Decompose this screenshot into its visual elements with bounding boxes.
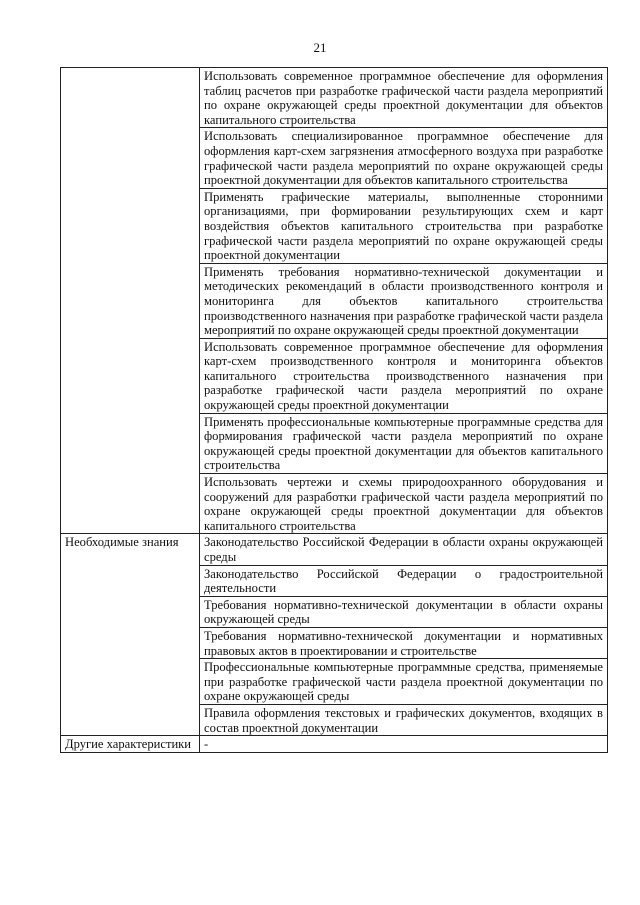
list-item: Требования нормативно-технической документации и нормативных правовых актов в проектировании и строительстве <box>204 628 603 658</box>
list-item: Законодательство Российской Федерации в области охраны окружающей среды <box>204 535 603 564</box>
table-cell <box>200 128 608 188</box>
table-cell <box>200 534 608 565</box>
list-item: Применять профессиональные компьютерные программные средства для формирования графической части раздела мероприятий по охране окружающей среды проектной документации для объектов капитального строительства <box>204 414 603 473</box>
table-cell <box>200 659 608 705</box>
table-cell <box>200 474 608 534</box>
list-item: Применять графические материалы, выполненные сторонними организациями, при формировании результирующих схем и карт воздействия объектов капитального строительства при разработке графической части раздела мероприятий по охране окружающей среды проектной документации <box>204 189 603 263</box>
section-label-cell <box>61 68 200 534</box>
list-item: Использовать современное программное обеспечение для оформления карт-схем производственного контроля и мониторинга объектов капитального строительства производственного назначения при разработке графической части раздела мероприятий по охране окружающей среды проектной документации <box>204 339 603 413</box>
list-item: Использовать чертежи и схемы природоохранного оборудования и сооружений для разработки графической части раздела мероприятий по охране окружающей среды проектной документации для объектов капитального строительства <box>204 475 603 533</box>
section-label-cell <box>61 736 200 753</box>
table-cell <box>200 596 608 627</box>
table-row <box>61 534 608 565</box>
list-item: Профессиональные компьютерные программные средства, применяемые при разработке графической части раздела проектной документации по охране окружающей среды <box>204 660 603 704</box>
section-label: Другие характеристики <box>65 737 192 752</box>
list-item: Использовать специализированное программное обеспечение для оформления карт-схем загрязнения атмосферного воздуха при разработке графической части раздела мероприятий по охране окружающей среды проектной документации для объектов капитального строительства <box>204 129 603 188</box>
list-item: Законодательство Российской Федерации о градостроительной деятельности <box>204 566 603 596</box>
table-cell <box>200 338 608 413</box>
table-row <box>61 68 608 128</box>
table-cell <box>200 736 608 753</box>
list-item: - <box>204 737 209 752</box>
table-row <box>61 736 608 753</box>
table-cell <box>200 68 608 128</box>
table-cell <box>200 565 608 596</box>
list-item: Требования нормативно-технической документации в области охраны окружающей среды <box>204 597 603 627</box>
list-item: Применять требования нормативно-технической документации и методических рекомендаций в области производственного контроля и мониторинга для объектов капитального строительства производственного назначения при разработке графической части раздела мероприятий по охране окружающей среды проектной документации <box>204 264 603 338</box>
section-label-cell <box>61 534 200 736</box>
table-cell <box>200 188 608 263</box>
section-label: Необходимые знания <box>65 535 179 550</box>
table-cell <box>200 263 608 338</box>
table-cell <box>200 627 608 658</box>
requirements-table <box>60 67 608 753</box>
list-item: Использовать современное программное обеспечение для оформления таблиц расчетов при разработке графической части раздела мероприятий по охране окружающей среды проектной документации для объектов капитального строительства <box>204 69 603 127</box>
list-item: Правила оформления текстовых и графических документов, входящих в состав проектной документации <box>204 705 603 735</box>
page-number: 21 <box>313 40 327 55</box>
table-cell <box>200 704 608 735</box>
table-cell <box>200 413 608 473</box>
